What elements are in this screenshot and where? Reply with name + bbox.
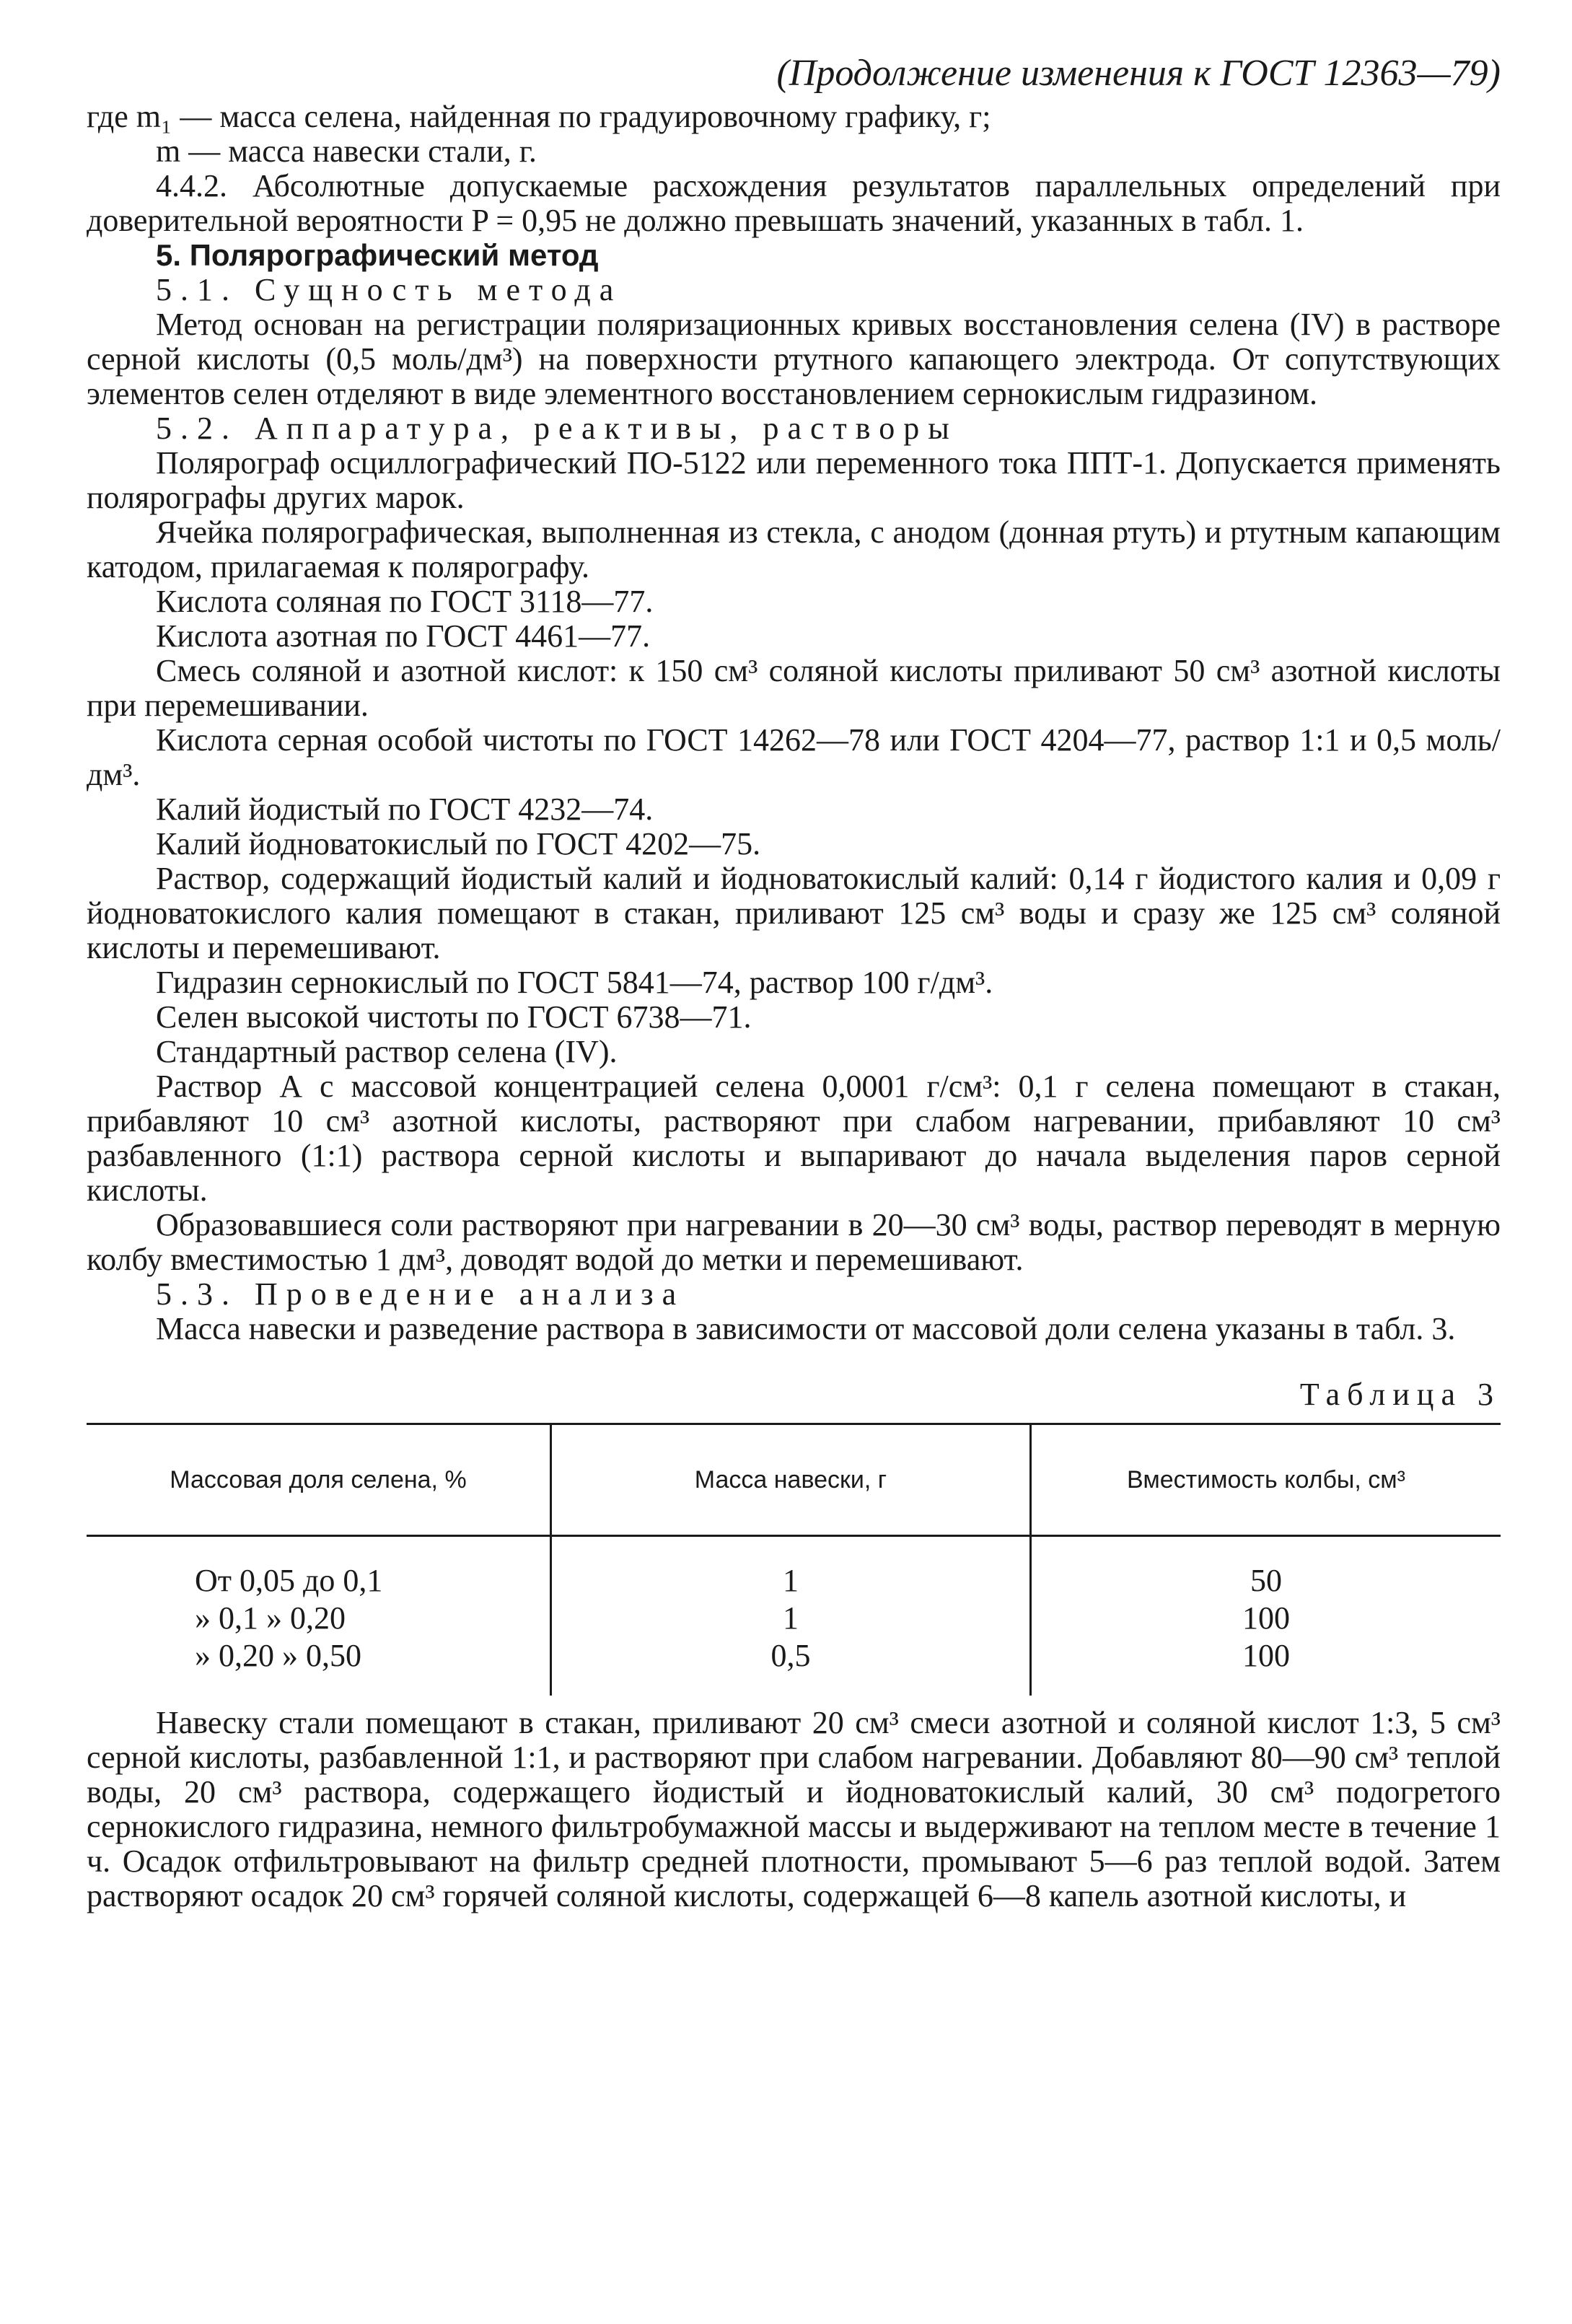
column-header-selenium-fraction: Массовая доля селена, % <box>87 1424 551 1536</box>
reagent-hydrazine: Гидразин сернокислый по ГОСТ 5841—74, раствор 100 г/дм³. <box>156 965 993 1000</box>
reagent-selenium: Селен высокой чистоты по ГОСТ 6738—71. <box>156 999 752 1035</box>
reagent-hcl: Кислота соляная по ГОСТ 3118—77. <box>156 584 654 619</box>
reagent-cell: Ячейка полярографическая, выполненная из стекла, с анодом (донная ртуть) и ртутным капающим катодом, прилагаемая к полярографу. <box>87 514 1501 584</box>
reagent-h2so4: Кислота серная особой чистоты по ГОСТ 14262—78 или ГОСТ 4204—77, раствор 1:1 и 0,5 моль/дм³. <box>87 722 1501 792</box>
table-cell: 0,5 <box>551 1637 1031 1696</box>
paragraph-procedure: Навеску стали помещают в стакан, приливают 20 см³ смеси азотной и соляной кислот 1:3, 5 см³ серной кислоты, разбавленной 1:1, и растворяют при слабом нагревании. Добавляют 80—90 см³ теплой воды, 20 см³ раствора, содержащего йодистый и йодноватокислый калий, 30 см³ подогретого сернокислого гидразина, немного фильтробумажной массы и выдерживают на теплом месте в течение 1 ч. Осадок отфильтровывают на фильтр средней плотности, промывают 5—6 раз теплой водой. Затем растворяют осадок 20 см³ горячей соляной кислоты, содержащей 6—8 капель азотной кислоты, и <box>87 1705 1501 1913</box>
table-cell: 1 <box>551 1600 1031 1637</box>
reagent-polarograph: Полярограф осциллографический ПО-5122 или переменного тока ППТ-1. Допускается применять полярографы других марок. <box>87 445 1501 515</box>
formula-where-m: m — масса навески стали, г. <box>156 133 537 169</box>
table-cell: 100 <box>1031 1600 1501 1637</box>
section-5-2-title: 5.2. Аппаратура, реактивы, растворы <box>156 411 958 446</box>
table-cell: 1 <box>551 1536 1031 1600</box>
column-header-sample-mass: Масса навески, г <box>551 1424 1031 1536</box>
reagent-hno3: Кислота азотная по ГОСТ 4461—77. <box>156 618 651 654</box>
table-row <box>87 1600 1501 1637</box>
reagent-kio3: Калий йодноватокислый по ГОСТ 4202—75. <box>156 826 761 861</box>
section-5-title: 5. Полярографический метод <box>156 238 599 272</box>
table-3 <box>87 1423 1501 1696</box>
column-header-flask-volume: Вместимость колбы, см³ <box>1031 1424 1501 1536</box>
table-cell: » 0,1 » 0,20 <box>195 1600 346 1636</box>
table-cell: 50 <box>1031 1536 1501 1600</box>
table-cell: 100 <box>1031 1637 1501 1696</box>
reagent-standard-solution: Стандартный раствор селена (IV). <box>156 1034 618 1069</box>
table-header-row <box>87 1424 1501 1536</box>
solution-a: Раствор А с массовой концентрацией селена 0,0001 г/см³: 0,1 г селена помещают в стакан, прибавляют 10 см³ азотной кислоты, растворяют при слабом нагревании, прибавляют 10 см³ разбавленного (1:1) раствора серной кислоты и выпаривают до начала выделения паров серной кислоты. <box>87 1069 1501 1208</box>
section-5-1-title: 5.1. Сущность метода <box>156 272 623 307</box>
reagent-ki-kio3-solution: Раствор, содержащий йодистый калий и йодноватокислый калий: 0,14 г йодистого калия и 0,09 г йодноватокислого калия помещают в стакан, приливают 125 см³ воды и сразу же 125 см³ соляной кислоты и перемешивают. <box>87 861 1501 965</box>
paragraph-5-1: Метод основан на регистрации поляризационных кривых восстановления селена (IV) в растворе серной кислоты (0,5 моль/дм³) на поверхности ртутного капающего электрода. От сопутствующих элементов селен отделяют в виде элементного восстановлением сернокислым гидразином. <box>87 307 1501 411</box>
page-header: (Продолжение изменения к ГОСТ 12363—79) <box>776 53 1501 94</box>
formula-where-m1: где m₁ — масса селена, найденная по градуировочному графику, г; <box>87 99 991 134</box>
solution-a-continued: Образовавшиеся соли растворяют при нагревании в 20—30 см³ воды, раствор переводят в мерную колбу вместимостью 1 дм³, доводят водой до метки и перемешивают. <box>87 1207 1501 1277</box>
table-cell: » 0,20 » 0,50 <box>195 1638 361 1673</box>
table-row <box>87 1536 1501 1600</box>
table-cell: От 0,05 до 0,1 <box>195 1563 383 1598</box>
table-row <box>87 1637 1501 1696</box>
paragraph-5-3: Масса навески и разведение раствора в зависимости от массовой доли селена указаны в табл. 3. <box>156 1311 1456 1346</box>
section-5-3-title: 5.3. Проведение анализа <box>156 1276 685 1312</box>
table-3-caption: Таблица 3 <box>1299 1377 1501 1412</box>
reagent-ki: Калий йодистый по ГОСТ 4232—74. <box>156 792 654 827</box>
reagent-acid-mixture: Смесь соляной и азотной кислот: к 150 см³ соляной кислоты приливают 50 см³ азотной кислоты при перемешивании. <box>87 653 1501 723</box>
paragraph-4-4-2: 4.4.2. Абсолютные допускаемые расхождения результатов параллельных определений при доверительной вероятности P = 0,95 не должно превышать значений, указанных в табл. 1. <box>87 168 1501 238</box>
document-page <box>87 51 1501 1913</box>
